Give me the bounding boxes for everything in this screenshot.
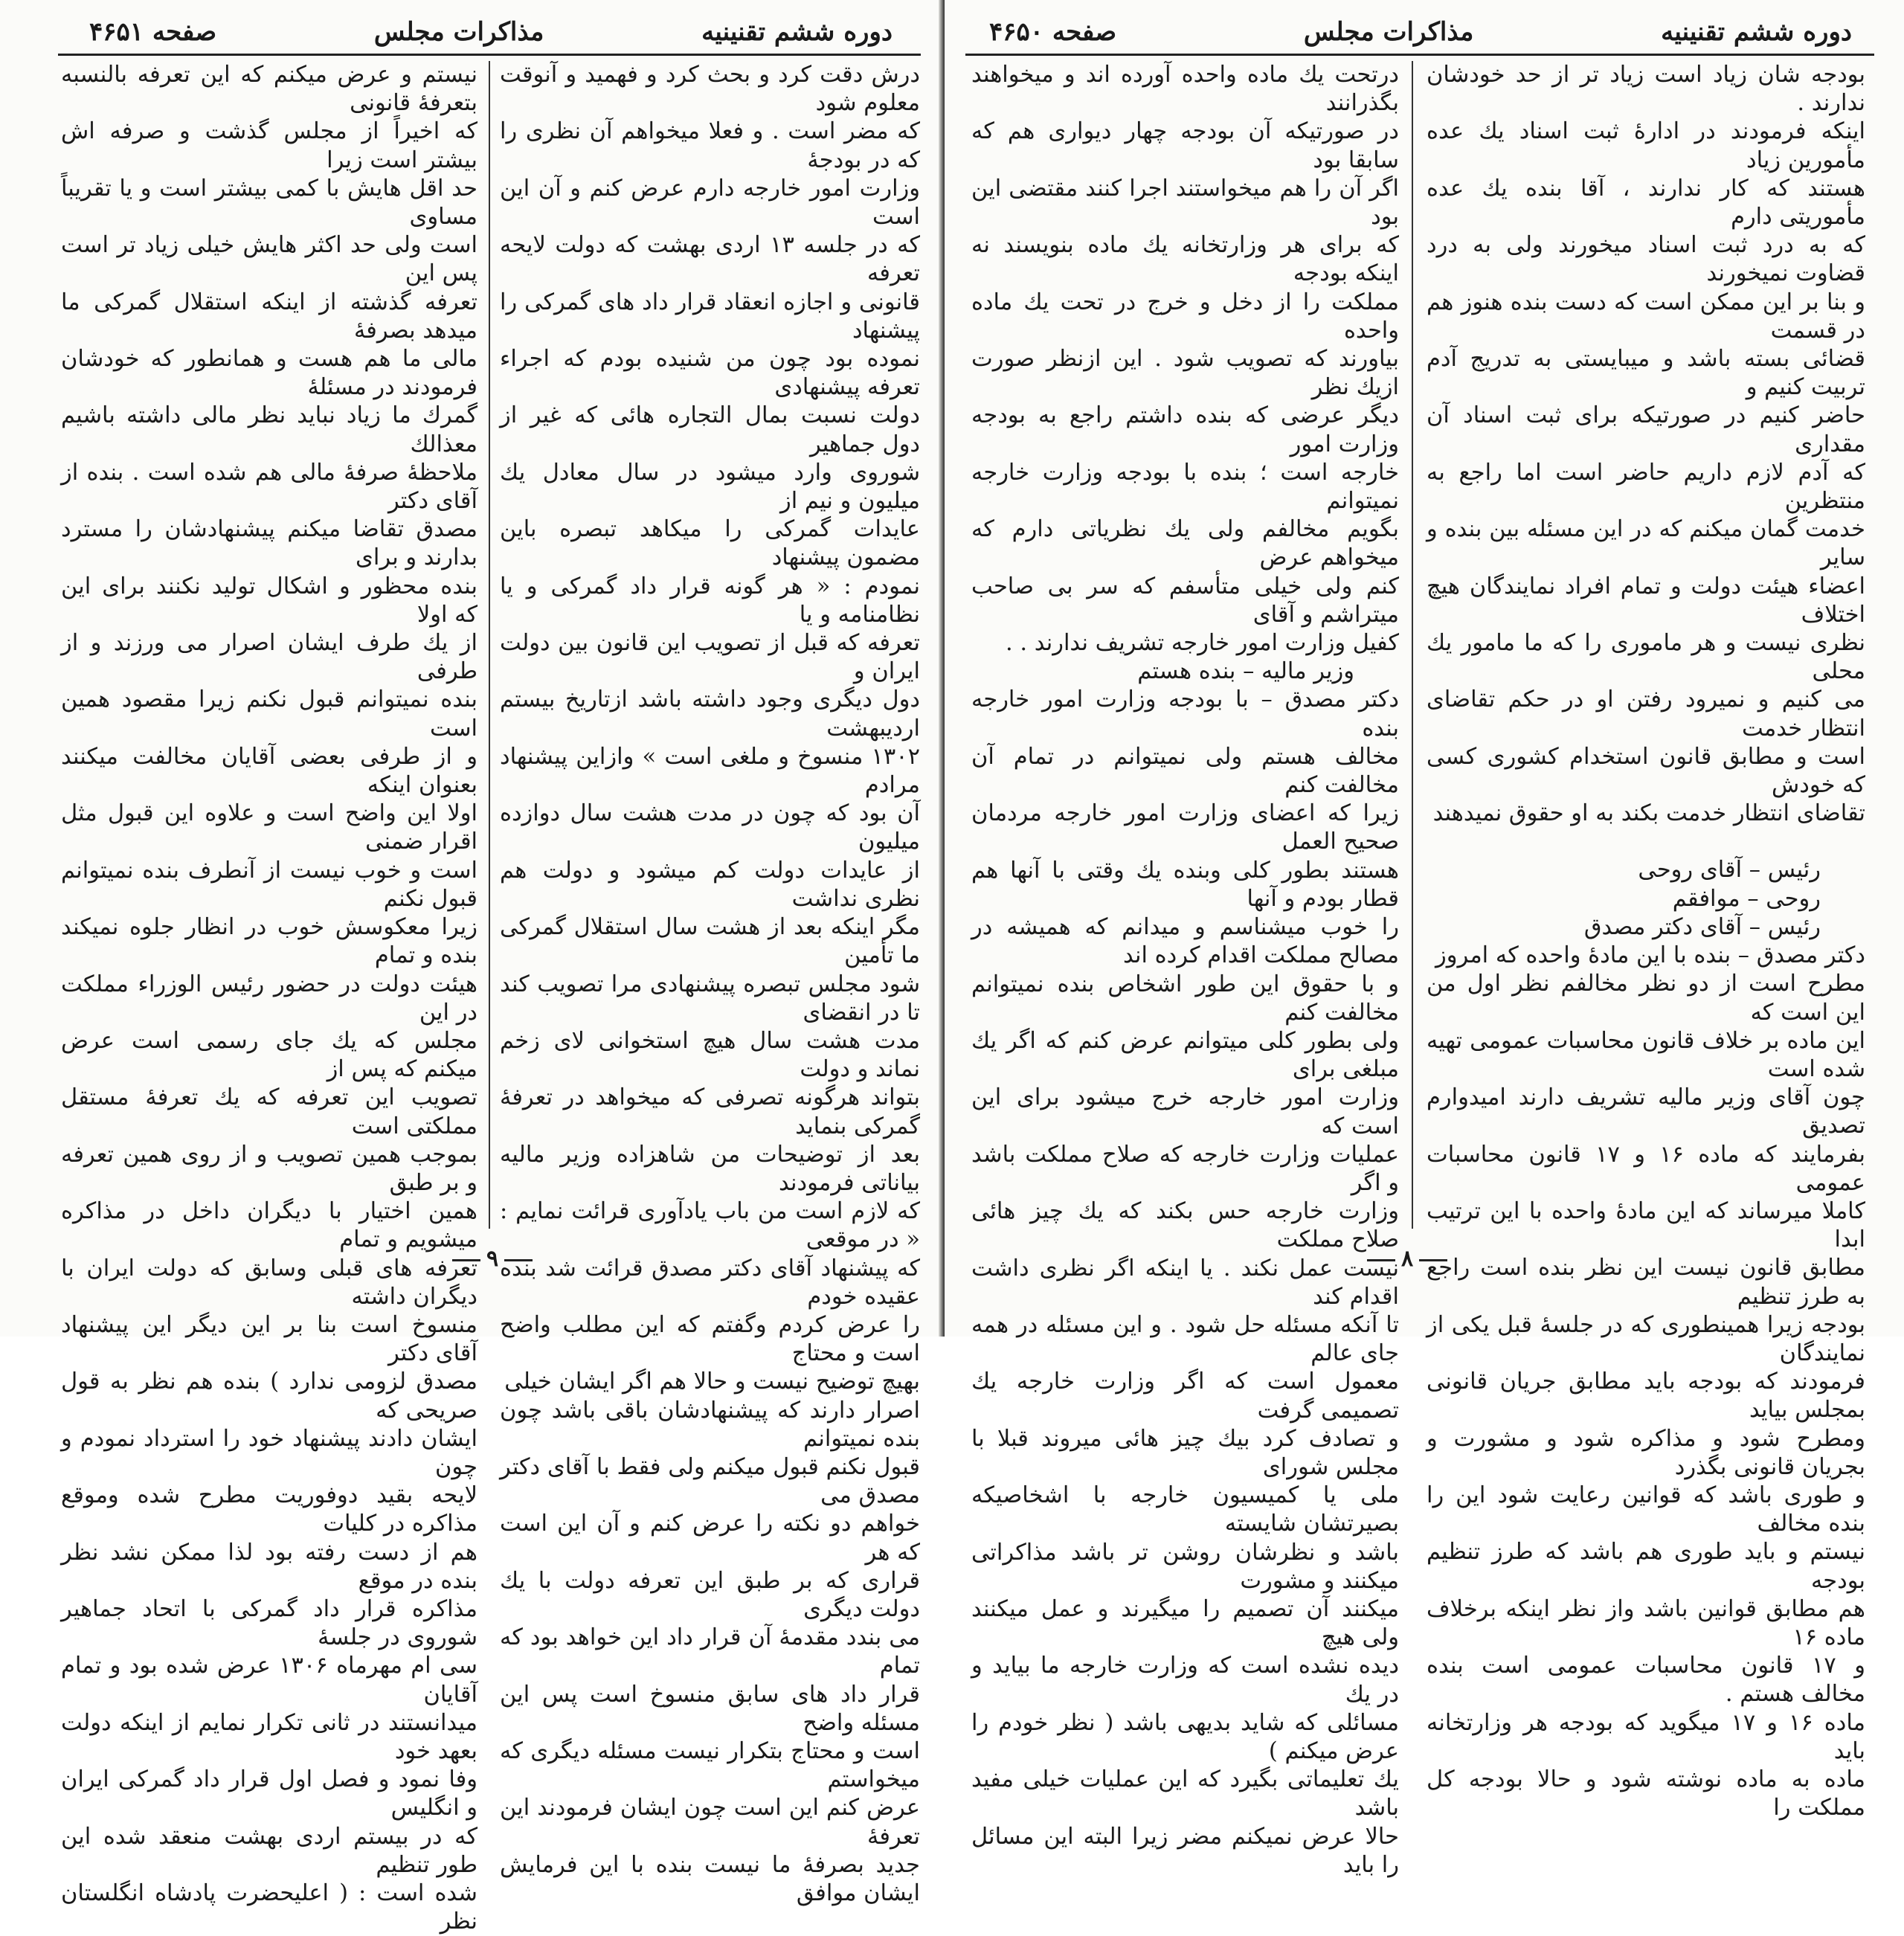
text-line: و طوری باشد که قوانین رعایت شود این را بنده مخالف	[1427, 1482, 1865, 1537]
text-line: وزیر مالیه – بنده هستم	[1137, 658, 1354, 685]
text-line: تصویب این تعرفه که یك تعرفهٔ مستقل مملکتی است	[61, 1084, 477, 1139]
column-divider	[489, 61, 490, 1229]
text-line: اصرار دارند که پیشنهادشان باقی باشد چون بنده نمیتوانم	[500, 1397, 920, 1452]
text-line: در صورتیکه آن بودجه چهار دیواری هم که سابقا بود	[971, 118, 1399, 173]
text-line: کنم ولی خیلی متأسفم که سر بی صاحب میتراشم و آقای	[971, 573, 1399, 628]
text-line: نموده بود چون من شنیده بودم که اجراء تعرفه پیشنهادی	[500, 346, 920, 401]
text-line: حد اقل هایش با کمی بیشتر است و یا تقریباً مساوی	[61, 175, 477, 231]
text-line: سی ام مهرماه ۱۳۰۶ عرض شده بود و تمام آقایان	[61, 1653, 477, 1708]
text-line: مصدق تقاضا میکنم پیشنهادشان را مسترد بدارند و برای	[61, 516, 477, 571]
text-line: مجلس که یك جای رسمی است عرض میکنم که پس از	[61, 1027, 477, 1083]
text-line: میدانستند در ثانی تکرار نمایم از اینکه دولت بعهد خود	[61, 1709, 477, 1764]
text-line: اولا این واضح است و علاوه این قبول مثل اقرار ضمنی	[61, 800, 477, 855]
page-footer	[1361, 1246, 1453, 1272]
text-line: باشد و نظرشان روشن تر باشد مذاکراتی میکنند و مشورت	[971, 1539, 1399, 1594]
text-line: مطابق قانون نیست این نظر بنده است راجع به طرز تنظیم	[1427, 1255, 1865, 1310]
text-line: شوروی وارد میشود در سال معادل یك میلیون و نیم از	[500, 459, 920, 515]
text-line: قبول نکنم قبول میکنم ولی فقط با آقای دکتر مصدق می	[500, 1453, 920, 1509]
period-label: دوره ششم تقنینیه	[1661, 17, 1852, 47]
text-line: که آدم لازم داریم حاضر است اما راجع به منتظرین	[1427, 459, 1865, 515]
text-column-left	[61, 61, 477, 1935]
text-line: بتواند هرگونه تصرفی که میخواهد در تعرفهٔ گمرکی بنماید	[500, 1084, 920, 1139]
text-line: خواهم دو نکته را عرض کنم و آن این است که هر	[500, 1511, 920, 1566]
text-line: مملکت را از دخل و خرج در تحت یك ماده واحده	[971, 289, 1399, 344]
text-line: عملیات وزارت خارجه که صلاح مملکت باشد و اگر	[971, 1141, 1399, 1196]
text-line: درش دقت کرد و بحث کرد و فهمید و آنوقت معلوم شود	[500, 62, 920, 117]
period-label: دوره ششم تقنینیه	[701, 17, 892, 47]
text-line: و تصادف کرد بیك چیز هائی میروند قبلا با مجلس شورای	[971, 1425, 1399, 1480]
journal-title: مذاکرات مجلس	[1303, 17, 1474, 47]
journal-title: مذاکرات مجلس	[373, 17, 544, 47]
text-line: خارجه است ؛ بنده با بودجه وزارت خارجه نمیتوانم	[971, 459, 1399, 515]
text-line: بنده نمیتوانم قبول نکنم زیرا مقصود همین است	[61, 686, 477, 742]
text-line: و از طرفی بعضی آقایان مخالفت میکنند بعنوان اینکه	[61, 743, 477, 799]
page-number-label: صفحه ۴۶۵۱	[89, 17, 217, 47]
text-line: منسوخ است بنا بر این دیگر این پیشنهاد آقای دکتر	[61, 1311, 477, 1367]
text-line: دیگر عرضی که بنده داشتم راجع به بودجه وزارت امور	[971, 402, 1399, 457]
text-line: هم مطابق قوانین باشد واز نظر اینکه برخلاف ماده ۱۶	[1427, 1595, 1865, 1650]
text-line: وفا نمود و فصل اول قرار داد گمرکی ایران و انگلیس	[61, 1766, 477, 1821]
text-line: خدمت گمان میکنم که در این مسئله بین بنده و سایر	[1427, 516, 1865, 571]
text-line: ماده به ماده نوشته شود و حالا بودجه کل مملکت را	[1427, 1766, 1865, 1821]
text-line: بگویم مخالفم ولی یك نظریاتی دارم که میخواهم عرض	[971, 516, 1399, 571]
text-line: ایشان دادند پیشنهاد خود را استرداد نمودم و چون	[61, 1425, 477, 1480]
text-line: است و محتاج بتکرار نیست مسئله دیگری که میخواستم	[500, 1737, 920, 1793]
text-line: قرار داد های سابق منسوخ است پس این مسئله واضح	[500, 1681, 920, 1736]
text-line: ۱۳۰۲ منسوخ و ملغی است » وازاین پیشنهاد مرادم	[500, 743, 920, 799]
text-line: زیرا که اعضای وزارت امور خارجه مردمان صحیح العمل	[971, 800, 1399, 855]
text-line: رئیس – آقای روحی	[1638, 857, 1821, 884]
text-column-right	[1427, 61, 1866, 1821]
text-line: عرض کنم این است چون ایشان فرمودند این تعرفهٔ	[500, 1795, 920, 1850]
text-line: وزارت خارجه حس بکند که یك چیز هائی صلاح مملکت	[971, 1198, 1399, 1253]
text-line: میکنند آن تصمیم را میگیرند و عمل میکنند ولی هیچ	[971, 1595, 1399, 1651]
text-line: است ولی حد اکثر هایش خیلی زیاد تر است پس این	[61, 232, 477, 287]
text-line: که پیشنهاد آقای دکتر مصدق قرائت شد بنده عقیده خودم	[500, 1255, 920, 1310]
text-line: و با حقوق این طور اشخاص بنده نمیتوانم مخالفت کنم	[971, 971, 1399, 1026]
text-line: هم از دست رفته بود لذا ممکن نشد نظر بنده در موقع	[61, 1539, 477, 1594]
header-rule	[965, 54, 1874, 56]
text-line: که برای هر وزارتخانه یك ماده بنویسند نه اینکه بودجه	[971, 232, 1399, 287]
text-line: که به درد ثبت اسناد میخورند ولی به درد قضاوت نمیخورند	[1427, 232, 1865, 287]
text-line: کفیل وزارت امور خارجه تشریف ندارند . .	[1005, 630, 1399, 657]
text-line: شود مجلس تبصره پیشنهادی مرا تصویب کند تا در انقضای	[500, 971, 920, 1026]
text-line: نیستم و باید طوری هم باشد که طرز تنظیم بودجه	[1427, 1539, 1865, 1594]
text-line: قراری که بر طبق این تعرفه دولت با یك دولت دیگری	[500, 1567, 920, 1622]
text-line: وزارت امور خارجه دارم عرض کنم و آن این است	[500, 175, 920, 231]
text-line: قضائی بسته باشد و میبایستی به تدریج آدم تربیت کنیم و	[1427, 346, 1865, 401]
text-line: کاملا میرساند که این مادهٔ واحده با این ترتیب ابدا	[1427, 1197, 1865, 1253]
text-line: تعرفه گذشته از اینکه استقلال گمرکی ما میدهد بصرفهٔ	[61, 289, 477, 344]
text-line: حالا عرض نمیکنم مضر زیرا البته این مسائل را باید	[971, 1823, 1399, 1878]
text-line: مسائلی که شاید بدیهی باشد ( نظر خودم را عرض میکنم )	[971, 1709, 1399, 1764]
text-column-left	[971, 61, 1399, 1878]
text-line: است و خوب نیست از آنطرف بنده نمیتوانم قبول نکنم	[61, 857, 477, 912]
text-line: ومطرح شود و مذاکره شود و مشورت و بجریان قانونی بگذرد	[1427, 1425, 1865, 1480]
text-line: اگر آن را هم میخواستند اجرا کنند مقتضی این بود	[971, 175, 1399, 231]
text-line: که در جلسه ۱۳ اردی بهشت که دولت لایحه تعرفه	[500, 232, 921, 287]
text-line: و ۱۷ قانون محاسبات عمومی است بنده مخالف هستم .	[1427, 1653, 1865, 1708]
text-line: هیئت دولت در حضور رئیس الوزراء مملکت در این	[61, 971, 477, 1026]
text-line: مصدق لزومی ندارد ) بنده هم نظر به قول صریحی که	[61, 1369, 477, 1424]
text-line: که اخیراً از مجلس گذشت و صرفه اش بیشتر است زیرا	[61, 118, 477, 173]
text-line: که در بیستم اردی بهشت منعقد شده این طور تنظیم	[61, 1823, 477, 1878]
text-line: مطرح است از دو نظر مخالفم نظر اول من این است که	[1427, 971, 1865, 1026]
text-line: تقاضای انتظار خدمت بکند به او حقوق نمیدهند	[1432, 800, 1865, 827]
text-line: حاضر کنیم در صورتیکه برای ثبت اسناد آن مقداری	[1427, 402, 1865, 457]
text-line: بفرمایند که ماده ۱۶ و ۱۷ قانون محاسبات عمومی	[1427, 1141, 1865, 1196]
text-line: اینکه فرمودند در ادارهٔ ثبت اسناد یك عده مأمورین زیاد	[1427, 118, 1865, 173]
text-line: هستند بطور کلی وبنده یك وقتی با آنها هم قطار بودم و آنها	[971, 857, 1399, 912]
text-line: عایدات گمرکی را میکاهد تبصره باین مضمون پیشنهاد	[500, 516, 920, 571]
footer-page-number: ۹	[486, 1246, 499, 1272]
text-line: مخالف هستم ولی نمیتوانم در تمام آن مخالفت کنم	[971, 743, 1399, 799]
text-line: معمول است که اگر وزارت خارجه یك تصمیمی گرفت	[971, 1369, 1399, 1424]
text-line: گمرك ما زیاد نباید نظر مالی داشته باشیم معذالك	[61, 402, 477, 457]
text-column-right	[500, 61, 921, 1906]
text-line: است و مطابق قانون استخدام کشوری کسی که خودش	[1427, 743, 1865, 799]
text-line: از عایدات دولت کم میشود و دولت هم نظری نداشت	[500, 857, 920, 912]
text-line: نظری نیست و هر ماموری را که ما مامور یك محلی	[1427, 630, 1865, 685]
text-line: تا آنکه مسئله حل شود . و این مسئله در همه جای عالم	[971, 1311, 1399, 1367]
text-line: نیست عمل نکند . یا اینکه اگر نظری داشت اقدام کند	[971, 1255, 1399, 1310]
text-line: مالی ما هم هست و همانطور که خودشان فرمودند در مسئلهٔ	[61, 346, 477, 401]
text-line: مدت هشت سال هیچ استخوانی لای زخم نماند و دولت	[500, 1027, 920, 1083]
page-header	[989, 13, 1852, 51]
text-line: بنده محظور و اشکال تولید نکنند برای این که اولا	[61, 573, 477, 628]
text-line: ملاحظهٔ صرفهٔ مالی هم شده است . بنده از آقای دکتر	[61, 459, 477, 515]
text-line: رئیس – آقای دکتر مصدق	[1583, 913, 1821, 940]
text-line: ملی یا کمیسیون خارجه با اشخاصیکه بصیرتشان شایسته	[971, 1482, 1399, 1537]
text-line: این ماده بر خلاف قانون محاسبات عمومی تهیه شده است	[1427, 1027, 1865, 1082]
text-line: ولی بطور کلی میتوانم عرض کنم که اگر یك مبلغی برای	[971, 1027, 1399, 1083]
text-line: مگر اینکه بعد از هشت سال استقلال گمرکی ما تأمین	[500, 914, 920, 969]
text-line: را خوب میشناسم و میدانم که همیشه در مصالح مملکت اقدام کرده اند	[971, 914, 1399, 969]
text-line: می بندد مقدمهٔ آن قرار داد این خواهد بود که تمام	[500, 1624, 920, 1679]
text-line: لایحه بقید دوفوریت مطرح شده وموقع مذاکره در کلیات	[61, 1482, 477, 1537]
text-line	[1427, 828, 1865, 856]
text-line: مذاکره قرار داد گمرکی با اتحاد جماهیر شوروی در جلسهٔ	[61, 1595, 477, 1651]
text-line: که لازم است من باب یادآوری قرائت نمایم : « در موقعی	[500, 1198, 920, 1253]
text-line: دول دیگری وجود داشته باشد ازتاریخ بیستم اردیبهشت	[500, 686, 920, 742]
text-line: جدید بصرفهٔ ما نیست بنده با این فرمایش ایشان موافق	[500, 1851, 920, 1906]
text-line: همین اختیار با دیگران داخل در مذاکره میشویم و تمام	[61, 1198, 477, 1253]
text-line: شده است : ( اعلیحضرت پادشاه انگلستان نظر	[61, 1880, 477, 1935]
text-line: دولت نسبت بمال التجاره هائی که غیر از دول جماهیر	[500, 402, 920, 457]
column-divider	[1412, 61, 1413, 1229]
text-line: درتحت یك ماده واحده آورده اند و میخواهند بگذرانند	[971, 62, 1399, 117]
page-header	[89, 13, 892, 51]
text-line: دیده نشده است که وزارت خارجه ما بیاید و در یك	[971, 1653, 1399, 1708]
text-line: از یك طرف ایشان اصرار می ورزند و از طرفی	[61, 630, 477, 685]
text-line: بهیچ توضیح نیست و حالا هم اگر ایشان خیلی	[504, 1369, 920, 1395]
text-line: که مضر است . و فعلا میخواهم آن نظری را که در بودجهٔ	[500, 118, 920, 173]
page-4650	[945, 0, 1904, 1878]
text-line: ماده ۱۶ و ۱۷ میگوید که بودجه هر وزارتخانه باید	[1427, 1709, 1866, 1764]
text-line: اعضاء هیئت دولت و تمام افراد نمایندگان هیچ اختلاف	[1427, 573, 1865, 628]
text-line: تعرفه های قبلی وسابق که دولت ایران با دیگران داشته	[61, 1255, 477, 1310]
text-line: بعد از توضیحات من شاهزاده وزیر مالیه بیاناتی فرمودند	[500, 1141, 920, 1196]
text-line: و بنا بر این ممکن است که دست بنده هنوز هم در قسمت	[1427, 289, 1865, 344]
text-line: قانونی و اجازه انعقاد قرار داد های گمرکی را پیشنهاد	[500, 289, 920, 344]
text-line: دکتر مصدق – با بودجه وزارت امور خارجه بنده	[971, 686, 1399, 742]
page-footer	[446, 1246, 538, 1272]
text-line: بودجه زیرا همینطوری که در جلسهٔ قبل یکی از نمایندگان	[1427, 1311, 1865, 1366]
text-line: فرمودند که بودجه باید مطابق جریان قانونی بمجلس بیاید	[1427, 1369, 1865, 1424]
text-line: تعرفه که قبل از تصویب این قانون بین دولت ایران و	[500, 630, 920, 685]
text-line: نیستم و عرض میکنم که این تعرفه بالنسبه بتعرفهٔ قانونی	[61, 62, 477, 117]
text-line: نمودم : « هر گونه قرار داد گمرکی و یا نظامنامه و یا	[500, 573, 920, 628]
text-line: بموجب همین تصویب و از روی همین تعرفه و بر طبق	[61, 1141, 477, 1196]
page-number-label: صفحه ۴۶۵۰	[989, 17, 1117, 47]
text-line: چون آقای وزیر مالیه تشریف دارند امیدوارم تصدیق	[1427, 1084, 1865, 1139]
page-4651	[0, 0, 945, 1935]
text-line: بودجه شان زیاد است زیاد تر از حد خودشان ندارند .	[1427, 62, 1865, 117]
footer-page-number: ۸	[1401, 1246, 1414, 1272]
text-line: هستند که کار ندارند ، آقا بنده یك عده مأموریتی دارم	[1427, 175, 1865, 231]
text-line: دکتر مصدق – بنده با این مادهٔ واحده که امروز	[1435, 942, 1865, 969]
text-line: را عرض کردم وگفتم که این مطلب واضح است و محتاج	[500, 1311, 920, 1367]
text-line: می کنیم و نمیرود رفتن او در حکم تقاضای انتظار خدمت	[1427, 686, 1865, 742]
text-line: روحی – موافقم	[1672, 885, 1821, 912]
text-line: وزارت امور خارجه خرج میشود برای این است که	[971, 1084, 1399, 1139]
text-line: بیاورند که تصویب شود . این ازنظر صورت ازیك نظر	[971, 346, 1399, 401]
header-rule	[58, 54, 921, 56]
text-line: زیرا معکوسش خوب در انظار جلوه نمیکند بنده و تمام	[61, 914, 477, 969]
text-line: یك تعلیماتی بگیرد که این عملیات خیلی مفید باشد	[971, 1766, 1399, 1821]
text-line: آن بود که چون در مدت هشت سال دوازده میلیون	[500, 800, 920, 855]
